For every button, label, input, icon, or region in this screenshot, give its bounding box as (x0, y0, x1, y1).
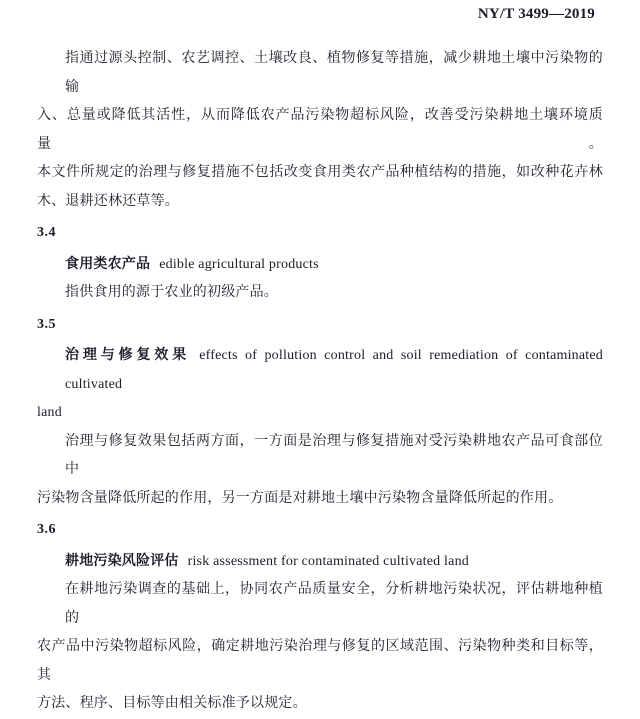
term-chinese: 耕地污染风险评估 (65, 553, 179, 569)
paragraph-line: 指通过源头控制、农艺调控、土壤改良、植物修复等措施，减少耕地土壤中污染物的输 (65, 51, 603, 95)
term-line (37, 548, 603, 577)
paragraph-line: 污染物含量降低所起的作用，另一方面是对耕地土壤中污染物含量降低所起的作用。 (37, 490, 563, 506)
paragraph-line: 本文件所规定的治理与修复措施不包括改变食用类农产品种植结构的措施，如改种花卉林 (37, 165, 603, 180)
paragraph-line: 方法、程序、目标等由相关标准予以规定。 (37, 696, 307, 711)
term-english: edible agricultural products (159, 256, 319, 272)
term-chinese: 食用类农产品 (65, 256, 151, 272)
clause-number: 3.5 (37, 316, 56, 332)
paragraph-line: 木、退耕还林还草等。 (37, 193, 179, 209)
term-english-overflow: land (37, 405, 62, 420)
term-line (37, 342, 603, 399)
paragraph-line: 治理与修复效果包括两方面，一方面是治理与修复措施对受污染耕地农产品可食部位中 (65, 433, 603, 477)
paragraph-line: 指供食用的源于农业的初级产品。 (65, 285, 278, 300)
paragraph-line: 在耕地污染调查的基础上，协同农产品质量安全，分析耕地污染状况，评估耕地种植的 (65, 582, 603, 626)
paragraph-line: 入、总量或降低其活性，从而降低农产品污染物超标风险，改善受污染耕地土壤环境质量。 (37, 108, 603, 152)
term-chinese: 治理与修复效果 (65, 348, 191, 363)
clause-number: 3.4 (37, 225, 56, 240)
term-english: effects of pollution control and soil remediation of contaminated cultivated (65, 348, 603, 392)
clause-number: 3.6 (37, 522, 56, 537)
term-english: risk assessment for contaminated cultivated land (187, 553, 469, 569)
standard-number-header: NY/T 3499—2019 (477, 6, 595, 22)
paragraph-line: 农产品中污染物超标风险，确定耕地污染治理与修复的区域范围、污染物种类和目标等，其 (37, 639, 603, 683)
term-line (37, 251, 603, 280)
document-body (37, 45, 603, 719)
